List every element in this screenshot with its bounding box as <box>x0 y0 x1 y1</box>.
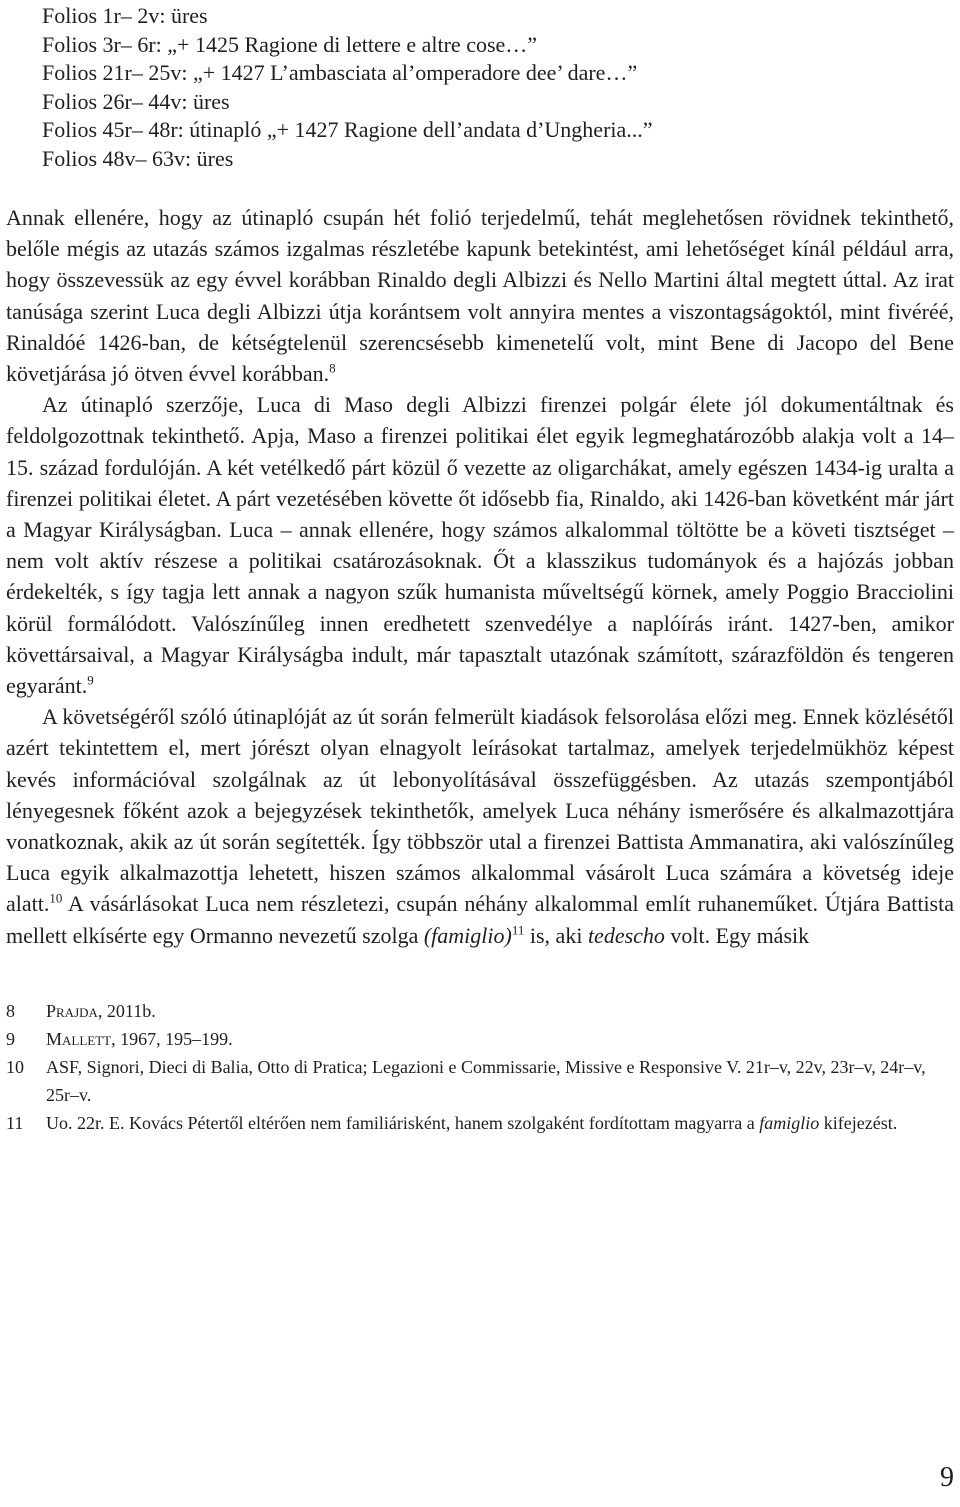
footnote-number: 11 <box>6 1112 24 1133</box>
body-text <box>6 202 954 951</box>
footnote-ref[interactable]: 8 <box>329 360 336 376</box>
folio-entry: Folios 45r– 48r: útinapló „+ 1427 Ragione dell’andata d’Ungheria...” <box>42 117 653 142</box>
italic-term: famiglio <box>759 1112 820 1133</box>
folio-entry: Folios 21r– 25v: „+ 1427 L’ambasciata al’omperadore dee’ dare…” <box>42 60 638 85</box>
footnote-ref[interactable]: 10 <box>49 891 63 907</box>
footnote: 8 Prajda, 2011b. <box>6 997 954 1025</box>
footnote-number: 8 <box>6 1000 15 1021</box>
document-page <box>6 0 954 1137</box>
footnote-number: 10 <box>6 1056 24 1077</box>
folio-entry: Folios 1r– 2v: üres <box>42 3 208 28</box>
footnote-author: Prajda <box>46 1000 98 1021</box>
page-number: 9 <box>940 1462 954 1493</box>
footnote: 11 Uo. 22r. E. Kovács Pétertől eltérően nem familiárisként, hanem szolgaként fordítottam magyarra a famiglio kifejezést. <box>6 1109 954 1137</box>
folio-entry: Folios 48v– 63v: üres <box>42 145 234 171</box>
footnote-ref[interactable]: 9 <box>87 672 94 688</box>
footnote-ref[interactable]: 11 <box>511 922 525 938</box>
italic-term: (famiglio) <box>423 922 512 948</box>
paragraph: Annak ellenére, hogy az útinapló csupán hét folió terjedelmű, tehát meglehetősen rövidnek tekinthető, belőle mégis az utazás számos izgalmas részletébe kapunk betekintést, ami lehetőséget kínál például arra, hogy összevessük az egy évvel korábban Rinaldo degli Albizzi és Nello Martini által megtett úttal. Az irat tanúsága szerint Luca degli Albizzi útja korántsem volt annyira mentes a viszontagságoktól, mint fivéréé, Rinaldóé 1426-ban, de kétségtelenül szerencsésebb kimenetelű volt, mint Bene di Jacopo del Bene követjárása jó ötven évvel korábban.$^8$ <box>6 205 954 387</box>
folio-entry: Folios 3r– 6r: „+ 1425 Ragione di lettere e altre cose…” <box>42 31 538 57</box>
footnote-text: Uo. 22r. E. Kovács Pétertől eltérően nem familiárisként, hanem szolgaként fordítottam magyarra a <box>46 1112 760 1133</box>
footnote <box>6 1053 954 1109</box>
footnote-author: Mallett <box>46 1028 112 1049</box>
footnotes <box>6 997 954 1137</box>
footnote: 9 Mallett, 1967, 195–199. <box>6 1025 954 1053</box>
paragraph: Az útinapló szerzője, Luca di Maso degli Albizzi firenzei polgár élete jól dokumentáltnak és feldolgozottnak tekinthető. Apja, Maso a firenzei politikai élet egyik legmeghatározóbb alakja volt a 14–15. század fordulóján. A két vetélkedő párt közül ő vezette az oligarchákat, amely egészen 1434-ig uralta a firenzei politikai életet. A párt vezetésében követte őt idősebb fia, Rinaldo, aki 1426-ban követként már járt a Magyar Királyságban. Luca – annak ellenére, hogy számos alkalommal töltötte be a követi tisztséget – nem volt aktív részese a politikai csatározásoknak. Őt a klasszikus tudományok és a hajózás jobban érdekelték, s így tagja lett annak a nagyon szűk humanista műveltségű körnek, amely Poggio Bracciolini körül formálódott. Valószínűleg innen eredhetett szenvedélye a naplóírás iránt. 1427-ben, amikor követtársaival, a Magyar Királyságba indult, már tapasztalt utazónak számított, szárazföldön és tengeren egyaránt.$^9$ <box>6 392 954 699</box>
italic-term: tedescho <box>587 922 665 948</box>
footnote-number: 9 <box>6 1028 15 1049</box>
footnote-text: ASF, Signori, Dieci di Balia, Otto di Pratica; Legazioni e Commissarie, Missive e Responsive V. 21r–v, 22v, 23r–v, 24r–v, 25r–v. <box>46 1056 926 1105</box>
folio-list <box>6 0 954 173</box>
folio-entry: Folios 26r– 44v: üres <box>42 88 230 114</box>
paragraph: A követségéről szóló útinaplóját az út során felmerült kiadások felsorolása előzi meg. Ennek közlésétől azért tekintettem el, mert jórészt olyan elnagyolt leírásokat tartalmaz, amelyek terjedelmükhöz képest kevés információval szolgálnak az út lebonyolításával összefüggésben. Az utazás szempontjából lényegesnek főként azok a bejegyzések tekinthetők, amelyek Luca néhány ismerősére és alkalmazottjára vonatkoznak, akik az út során segítették. Így többször utal a firenzei Battista Ammanatira, aki valószínűleg Luca egyik alkalmazottja lehetett, hiszen számos alkalommal vásárolt Luca számára a követség ideje alatt.$^{10}$ A vásárlásokat Luca nem részletezi, csupán néhány alkalommal említ ruhaneműket. Útjára Battista mellett elkísérte egy Ormanno nevezetű szolga (famiglio)$^{11}$ is, aki tedescho volt. Egy másik <box>6 704 954 948</box>
